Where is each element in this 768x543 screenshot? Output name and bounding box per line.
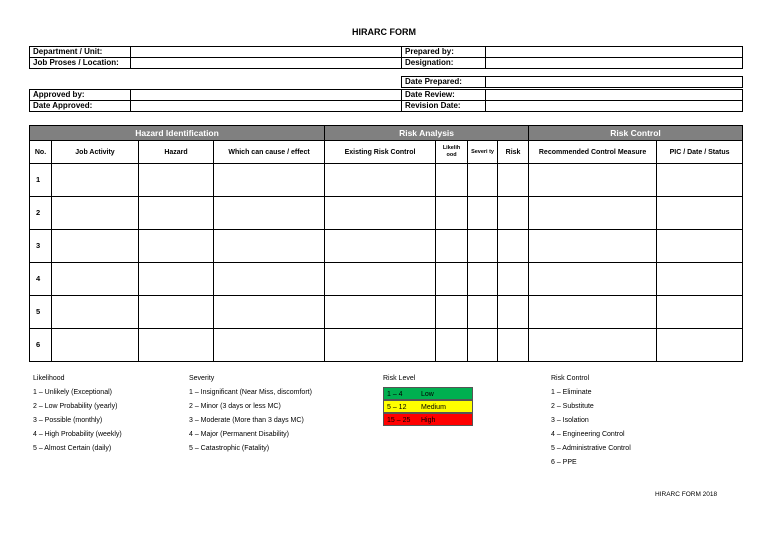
risk-control-item: 3 – Isolation [551,417,589,424]
likelihood-item: 3 – Possible (monthly) [33,417,103,424]
date-prepared-field[interactable] [486,77,743,88]
cell[interactable] [52,296,139,329]
risk-level-label: High [421,417,436,424]
cell[interactable] [657,296,743,329]
risk-control-legend-title: Risk Control [551,375,590,382]
col-job-activity: Job Activity [52,141,139,164]
cell[interactable] [214,263,325,296]
severity-item: 3 – Moderate (More than 3 days MC) [189,417,304,424]
cell[interactable] [436,263,468,296]
cell[interactable] [214,230,325,263]
risk-control-legend [551,372,631,470]
risk-control-item: 2 – Substitute [551,403,594,410]
prepared-by-label: Prepared by: [402,47,486,58]
hirarc-table [29,125,743,362]
row-number: 6 [30,329,52,362]
section-risk-control: Risk Control [529,126,743,141]
row-number: 3 [30,230,52,263]
risk-control-item: 1 – Eliminate [551,389,592,396]
cell[interactable] [529,197,657,230]
risk-control-item: 6 – PPE [551,459,577,466]
risk-level-high [383,413,473,426]
prepared-by-field[interactable] [486,47,743,58]
cell[interactable] [657,197,743,230]
cell[interactable] [436,296,468,329]
risk-control-item: 5 – Administrative Control [551,445,631,452]
form-title: HIRARC FORM [352,27,416,37]
cell[interactable] [325,197,436,230]
cell[interactable] [139,164,214,197]
cell[interactable] [325,296,436,329]
cell[interactable] [52,230,139,263]
cell[interactable] [139,263,214,296]
cell[interactable] [214,329,325,362]
likelihood-item: 1 – Unlikely (Exceptional) [33,389,112,396]
cell[interactable] [498,263,529,296]
section-risk-analysis: Risk Analysis [325,126,529,141]
cell[interactable] [529,296,657,329]
col-likelihood: Likelih ood [436,141,468,164]
severity-item: 1 – Insignificant (Near Miss, discomfort) [189,389,312,396]
cell[interactable] [325,230,436,263]
col-cause-effect: Which can cause / effect [214,141,325,164]
likelihood-item: 2 – Low Probability (yearly) [33,403,118,410]
risk-level-label: Medium [421,404,446,411]
cell[interactable] [529,263,657,296]
revision-date-label: Revision Date: [402,101,486,112]
cell[interactable] [468,197,498,230]
table-row [30,197,743,230]
date-review-field[interactable] [486,90,743,101]
table-row [30,164,743,197]
col-existing-risk-control: Existing Risk Control [325,141,436,164]
cell[interactable] [468,329,498,362]
cell[interactable] [468,263,498,296]
cell[interactable] [498,329,529,362]
cell[interactable] [139,230,214,263]
row-number: 5 [30,296,52,329]
date-approved-field[interactable] [131,101,402,112]
date-prepared-label: Date Prepared: [402,77,486,88]
table-row [30,263,743,296]
cell[interactable] [657,230,743,263]
risk-level-range: 15 – 25 [387,417,411,424]
form-footer: HIRARC FORM 2018 [655,491,718,498]
cell[interactable] [436,197,468,230]
table-row [30,329,743,362]
cell[interactable] [52,164,139,197]
cell[interactable] [436,329,468,362]
col-recommended-control: Recommended Control Measure [529,141,657,164]
approved-by-label: Approved by: [30,90,131,101]
likelihood-legend [33,372,122,456]
cell[interactable] [139,329,214,362]
info-table-date-prepared [401,76,743,88]
cell[interactable] [214,296,325,329]
severity-item: 2 – Minor (3 days or less MC) [189,403,281,410]
cell[interactable] [657,329,743,362]
table-row [30,230,743,263]
severity-item: 5 – Catastrophic (Fatality) [189,445,270,452]
cell[interactable] [468,164,498,197]
info-table-top [29,46,743,69]
risk-level-medium [383,400,473,413]
risk-level-legend [383,372,473,426]
row-number: 4 [30,263,52,296]
cell[interactable] [325,164,436,197]
col-pic-date-status: PIC / Date / Status [657,141,743,164]
severity-item: 4 – Major (Permanent Disability) [189,431,289,438]
cell[interactable] [529,230,657,263]
severity-legend [189,372,312,456]
date-review-label: Date Review: [402,90,486,101]
section-hazard-identification: Hazard Identification [30,126,325,141]
date-approved-label: Date Approved: [30,101,131,112]
cell[interactable] [325,329,436,362]
cell[interactable] [52,197,139,230]
col-hazard: Hazard [139,141,214,164]
likelihood-legend-title: Likelihood [33,375,65,382]
department-label: Department / Unit: [30,47,131,58]
designation-label: Designation: [402,58,486,69]
risk-level-low [383,387,473,400]
cell[interactable] [436,164,468,197]
revision-date-field[interactable] [486,101,743,112]
cell[interactable] [657,164,743,197]
col-severity: Severi ty [468,141,498,164]
severity-legend-title: Severity [189,375,215,382]
col-no: No. [30,141,52,164]
risk-level-label: Low [421,391,434,398]
cell[interactable] [52,263,139,296]
cell[interactable] [498,197,529,230]
cell[interactable] [529,164,657,197]
info-table-bottom [29,89,743,112]
col-risk: Risk [498,141,529,164]
designation-field[interactable] [486,58,743,69]
likelihood-item: 4 – High Probability (weekly) [33,431,122,438]
approved-by-field[interactable] [131,90,402,101]
cell[interactable] [139,296,214,329]
likelihood-item: 5 – Almost Certain (daily) [33,445,112,452]
cell[interactable] [214,197,325,230]
risk-level-range: 1 – 4 [387,391,403,398]
cell[interactable] [214,164,325,197]
cell[interactable] [498,230,529,263]
row-number: 1 [30,164,52,197]
cell[interactable] [529,329,657,362]
cell[interactable] [436,230,468,263]
risk-level-legend-title: Risk Level [383,375,416,382]
department-field[interactable] [131,47,402,58]
cell[interactable] [468,230,498,263]
risk-control-item: 4 – Engineering Control [551,431,625,438]
table-row [30,296,743,329]
row-number: 2 [30,197,52,230]
cell[interactable] [498,296,529,329]
cell[interactable] [52,329,139,362]
cell[interactable] [139,197,214,230]
cell[interactable] [498,164,529,197]
cell[interactable] [657,263,743,296]
cell[interactable] [325,263,436,296]
cell[interactable] [468,296,498,329]
risk-level-range: 5 – 12 [387,404,407,411]
job-location-label: Job Proses / Location: [30,58,131,69]
job-location-field[interactable] [131,58,402,69]
